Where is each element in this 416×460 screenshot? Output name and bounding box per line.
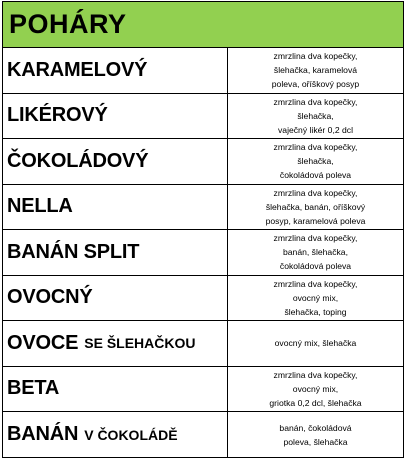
item-name [3, 185, 228, 230]
description-line: banán, čokoládová [279, 422, 352, 433]
item-description [228, 139, 403, 184]
item-name-main: LIKÉROVÝ [7, 104, 108, 127]
description-line: zmrzlina dva kopečky, [273, 233, 358, 244]
menu-row [3, 321, 403, 367]
description-line: poleva, šlehačka [283, 436, 348, 447]
description-line: zmrzlina dva kopečky, [273, 51, 358, 62]
description-line: zmrzlina dva kopečky, [273, 278, 358, 289]
item-name-main: OVOCNÝ [7, 286, 93, 309]
description-line: ovocný mix, [292, 292, 339, 303]
item-name-main: BETA [7, 377, 60, 400]
item-description [228, 321, 403, 366]
menu-title: POHÁRY [3, 1, 403, 48]
description-line: zmrzlina dva kopečky, [273, 369, 358, 380]
menu-row [3, 276, 403, 322]
item-name [3, 94, 228, 139]
description-line: vaječný likér 0,2 dcl [278, 124, 353, 135]
description-line: šlehačka, [297, 156, 334, 167]
item-description [228, 94, 403, 139]
description-line: posyp, karamelová poleva [265, 215, 366, 226]
item-name [3, 48, 228, 93]
menu-row [3, 48, 403, 94]
menu-row [3, 139, 403, 185]
item-name [3, 412, 228, 458]
description-line: poleva, oříškový posyp [271, 79, 360, 90]
description-line: čokoládová poleva [279, 170, 352, 181]
item-name-main: BANÁN SPLIT [7, 240, 140, 263]
menu-sheet [2, 1, 404, 458]
item-name [3, 139, 228, 184]
description-line: ovocný mix, [292, 383, 339, 394]
description-line: zmrzlina dva kopečky, [273, 96, 358, 107]
item-description [228, 412, 403, 458]
item-name-main: BANÁN [7, 423, 79, 446]
item-description [228, 48, 403, 93]
item-name [3, 276, 228, 321]
item-name-main: ČOKOLÁDOVÝ [7, 149, 149, 172]
item-name-main: OVOCE [7, 331, 79, 354]
item-description [228, 185, 403, 230]
description-line: šlehačka, toping [284, 306, 347, 317]
item-description [228, 230, 403, 275]
menu-row [3, 230, 403, 276]
item-name [3, 321, 228, 366]
item-description [228, 276, 403, 321]
description-line: šlehačka, karamelová [273, 65, 358, 76]
item-name-main: KARAMELOVÝ [7, 58, 148, 81]
menu-row [3, 185, 403, 231]
item-name-suffix: V ČOKOLÁDĚ [84, 426, 178, 443]
item-name [3, 230, 228, 275]
menu-row [3, 367, 403, 413]
item-name [3, 367, 228, 412]
description-line: šlehačka, [297, 110, 334, 121]
menu-rows [3, 48, 403, 458]
description-line: zmrzlina dva kopečky, [273, 187, 358, 198]
item-name-main: NELLA [7, 195, 73, 218]
description-line: ovocný mix, šlehačka [274, 338, 357, 349]
description-line: šlehačka, banán, oříškový [265, 201, 366, 212]
menu-row [3, 94, 403, 140]
menu-row [3, 412, 403, 458]
description-line: zmrzlina dva kopečky, [273, 142, 358, 153]
item-name-suffix: SE ŠLEHAČKOU [84, 335, 196, 352]
description-line: banán, šlehačka, [283, 247, 348, 258]
description-line: čokoládová poleva [279, 261, 352, 272]
description-line: griotka 0,2 dcl, šlehačka [269, 397, 362, 408]
item-description [228, 367, 403, 412]
